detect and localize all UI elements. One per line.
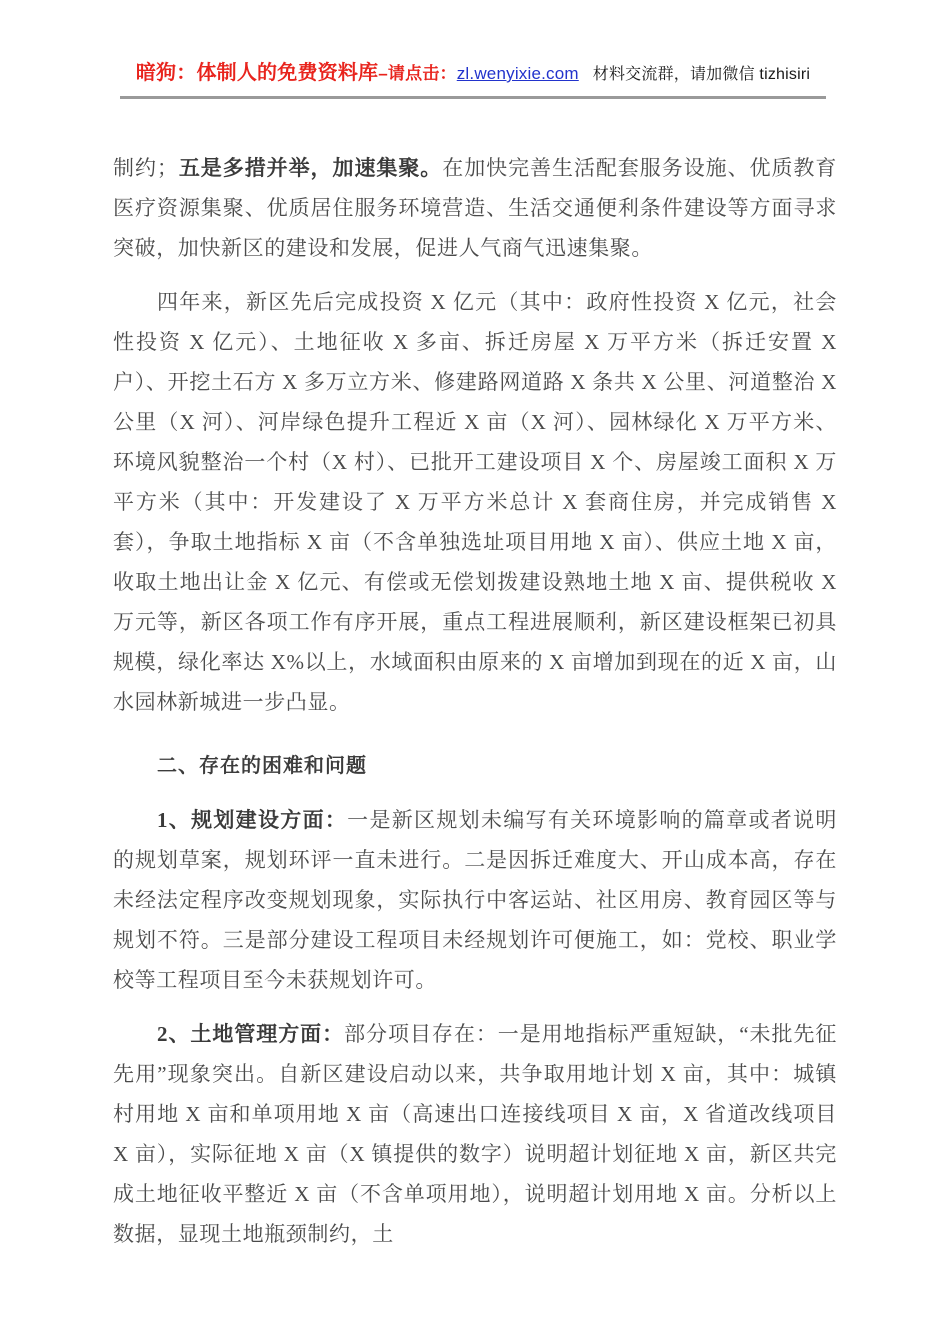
section-heading-difficulties: 二、存在的困难和问题 (157, 755, 367, 777)
paragraph-item-land-management (113, 1014, 837, 1254)
paragraph-lead-bold: 五是多措并举，加速集聚。 (178, 156, 443, 180)
paragraph-lead-rest: 在加快完善生活配套服务设施、优质教育医疗资源集聚、优质居住服务环境营造、生活交通便利条件建设等方面寻求突破，加快新区的建设和发展，促进人气商气迅速集聚。 (113, 156, 837, 260)
paragraph-item-planning (113, 800, 837, 1000)
paragraph-measures-continued (113, 148, 837, 268)
paragraph-four-year-achievements: 四年来，新区先后完成投资 X 亿元（其中：政府性投资 X 亿元，社会性投资 X 亿元）、土地征收 X 多亩、拆迁房屋 X 万平方米（拆迁安置 X 户）、开挖土石方 X 多万立方米、修建路网道路 X 条共 X 公里、河道整治 X 公里（X 河）、河岸绿色提升工程近 X 亩（X 河）、园林绿化 X 万平方米、环境风貌整治一个村（X 村）、已批开工建设项目 X 个、房屋竣工面积 X 万平方米（其中：开发建设了 X 万平方米总计 X 套商住房，并完成销售 X 套），争取土地指标 X 亩（不含单独选址项目用地 X 亩）、供应土地 X 亩，收取土地出让金 X 亿元、有偿或无偿划拨建设熟地土地 X 亩、提供税收 X 万元等，新区各项工作有序开展，重点工程进展顺利，新区建设框架已初具规模，绿化率达 X%以上，水域面积由原来的 X 亩增加到现在的近 X 亩，山水园林新城进一步凸显。 (113, 290, 837, 714)
promo-header-banner (120, 58, 826, 90)
document-body (113, 148, 837, 1268)
promo-click-text: –请点击： (378, 64, 457, 83)
header-divider-rule (120, 96, 826, 99)
promo-brand-text: 暗狗：体制人的免费资料库 (135, 62, 379, 84)
paragraph-lead-normal: 制约； (113, 156, 179, 180)
promo-header-line (120, 58, 826, 90)
item-1-label: 1、规划建设方面： (157, 808, 348, 832)
item-2-text: 部分项目存在：一是用地指标严重短缺，“未批先征先用”现象突出。自新区建设启动以来，共争取用地计划 X 亩，其中：城镇村用地 X 亩和单项用地 X 亩（高速出口连接线项目 X 亩，X 省道改线项目 X 亩），实际征地 X 亩（X 镇提供的数字）说明超计划征地 X 亩，新区共完成土地征收平整近 X 亩（不含单项用地），说明超计划用地 X 亩。分析以上数据，显现土地瓶颈制约，土 (113, 1022, 837, 1246)
promo-wechat-text: 材料交流群，请加微信 tizhisiri (592, 66, 811, 83)
item-2-label: 2、土地管理方面： (157, 1022, 345, 1046)
item-1-text: 一是新区规划未编写有关环境影响的篇章或者说明的规划草案，规划环评一直未进行。二是因拆迁难度大、开山成本高，存在未经法定程序改变规划现象，实际执行中客运站、社区用房、教育园区等与规划不符。三是部分建设工程项目未经规划许可便施工，如：党校、职业学校等工程项目至今未获规划许可。 (113, 808, 837, 992)
promo-website-link[interactable]: zl.wenyixie.com (456, 64, 579, 83)
